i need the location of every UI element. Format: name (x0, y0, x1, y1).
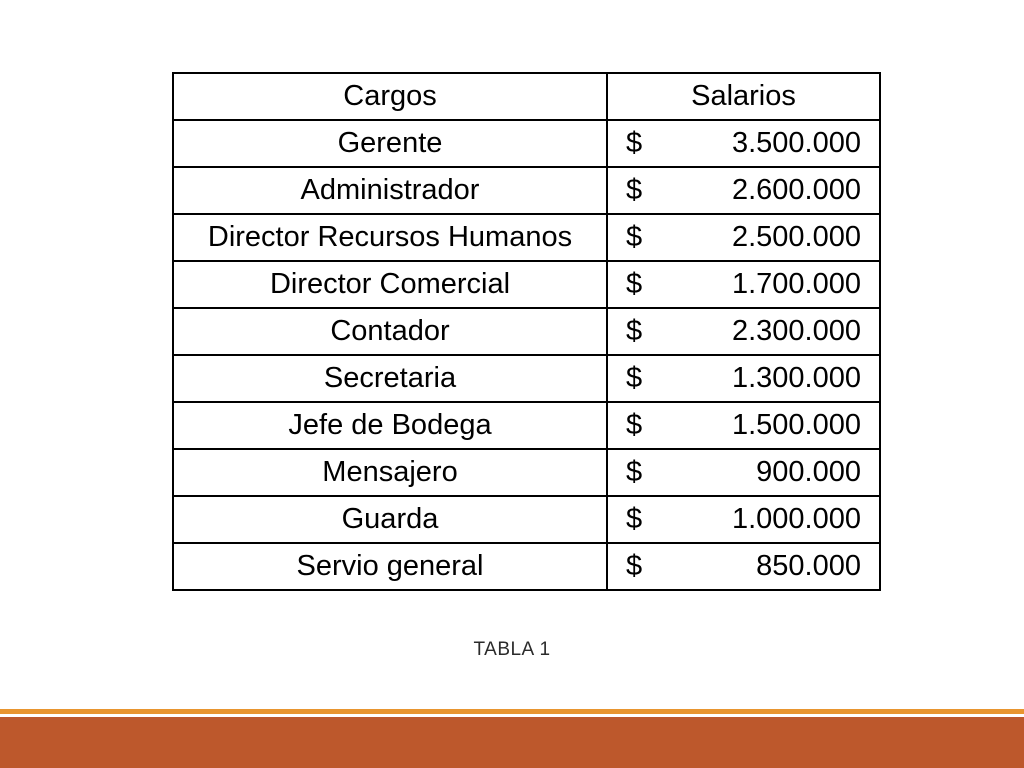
salary-table (172, 72, 881, 591)
salary-cell (607, 308, 880, 355)
table-row (173, 308, 880, 355)
table-body (173, 120, 880, 590)
table-row (173, 449, 880, 496)
cargo-cell: Director Recursos Humanos (173, 214, 607, 261)
salary-cell (607, 214, 880, 261)
footer-bar (0, 717, 1024, 768)
currency-symbol: $ (626, 127, 643, 159)
salary-cell (607, 449, 880, 496)
currency-symbol: $ (626, 550, 643, 582)
currency-symbol: $ (626, 174, 643, 206)
currency-symbol: $ (626, 315, 643, 347)
cargo-cell: Servio general (173, 543, 607, 590)
currency-symbol: $ (626, 362, 643, 394)
table-row (173, 496, 880, 543)
salary-amount: 850.000 (756, 550, 861, 582)
salary-amount: 1.500.000 (731, 409, 861, 441)
currency-symbol: $ (626, 456, 643, 488)
salary-amount: 1.300.000 (731, 362, 861, 394)
table-row (173, 543, 880, 590)
cargo-cell: Gerente (173, 120, 607, 167)
salary-cell (607, 167, 880, 214)
salary-amount: 1.700.000 (731, 268, 861, 300)
currency-symbol: $ (626, 268, 643, 300)
table-row (173, 167, 880, 214)
salary-cell (607, 402, 880, 449)
table-row (173, 214, 880, 261)
salary-cell (607, 496, 880, 543)
salary-cell (607, 543, 880, 590)
salary-amount: 900.000 (756, 456, 861, 488)
salary-cell (607, 261, 880, 308)
table-row (173, 355, 880, 402)
salary-amount: 3.500.000 (731, 127, 861, 159)
header-salarios: Salarios (607, 73, 880, 120)
salary-amount: 1.000.000 (731, 503, 861, 535)
cargo-cell: Contador (173, 308, 607, 355)
currency-symbol: $ (626, 409, 643, 441)
salary-cell (607, 355, 880, 402)
salary-amount: 2.500.000 (731, 221, 861, 253)
cargo-cell: Director Comercial (173, 261, 607, 308)
salary-cell (607, 120, 880, 167)
cargo-cell: Jefe de Bodega (173, 402, 607, 449)
table-header-row (173, 73, 880, 120)
cargo-cell: Secretaria (173, 355, 607, 402)
salary-amount: 2.300.000 (731, 315, 861, 347)
cargo-cell: Mensajero (173, 449, 607, 496)
table-row (173, 402, 880, 449)
cargo-cell: Administrador (173, 167, 607, 214)
currency-symbol: $ (626, 503, 643, 535)
footer-accent-line (0, 709, 1024, 714)
cargo-cell: Guarda (173, 496, 607, 543)
currency-symbol: $ (626, 221, 643, 253)
table-row (173, 261, 880, 308)
salary-amount: 2.600.000 (731, 174, 861, 206)
header-cargos: Cargos (173, 73, 607, 120)
table-row (173, 120, 880, 167)
table-caption: TABLA 1 (473, 639, 551, 660)
